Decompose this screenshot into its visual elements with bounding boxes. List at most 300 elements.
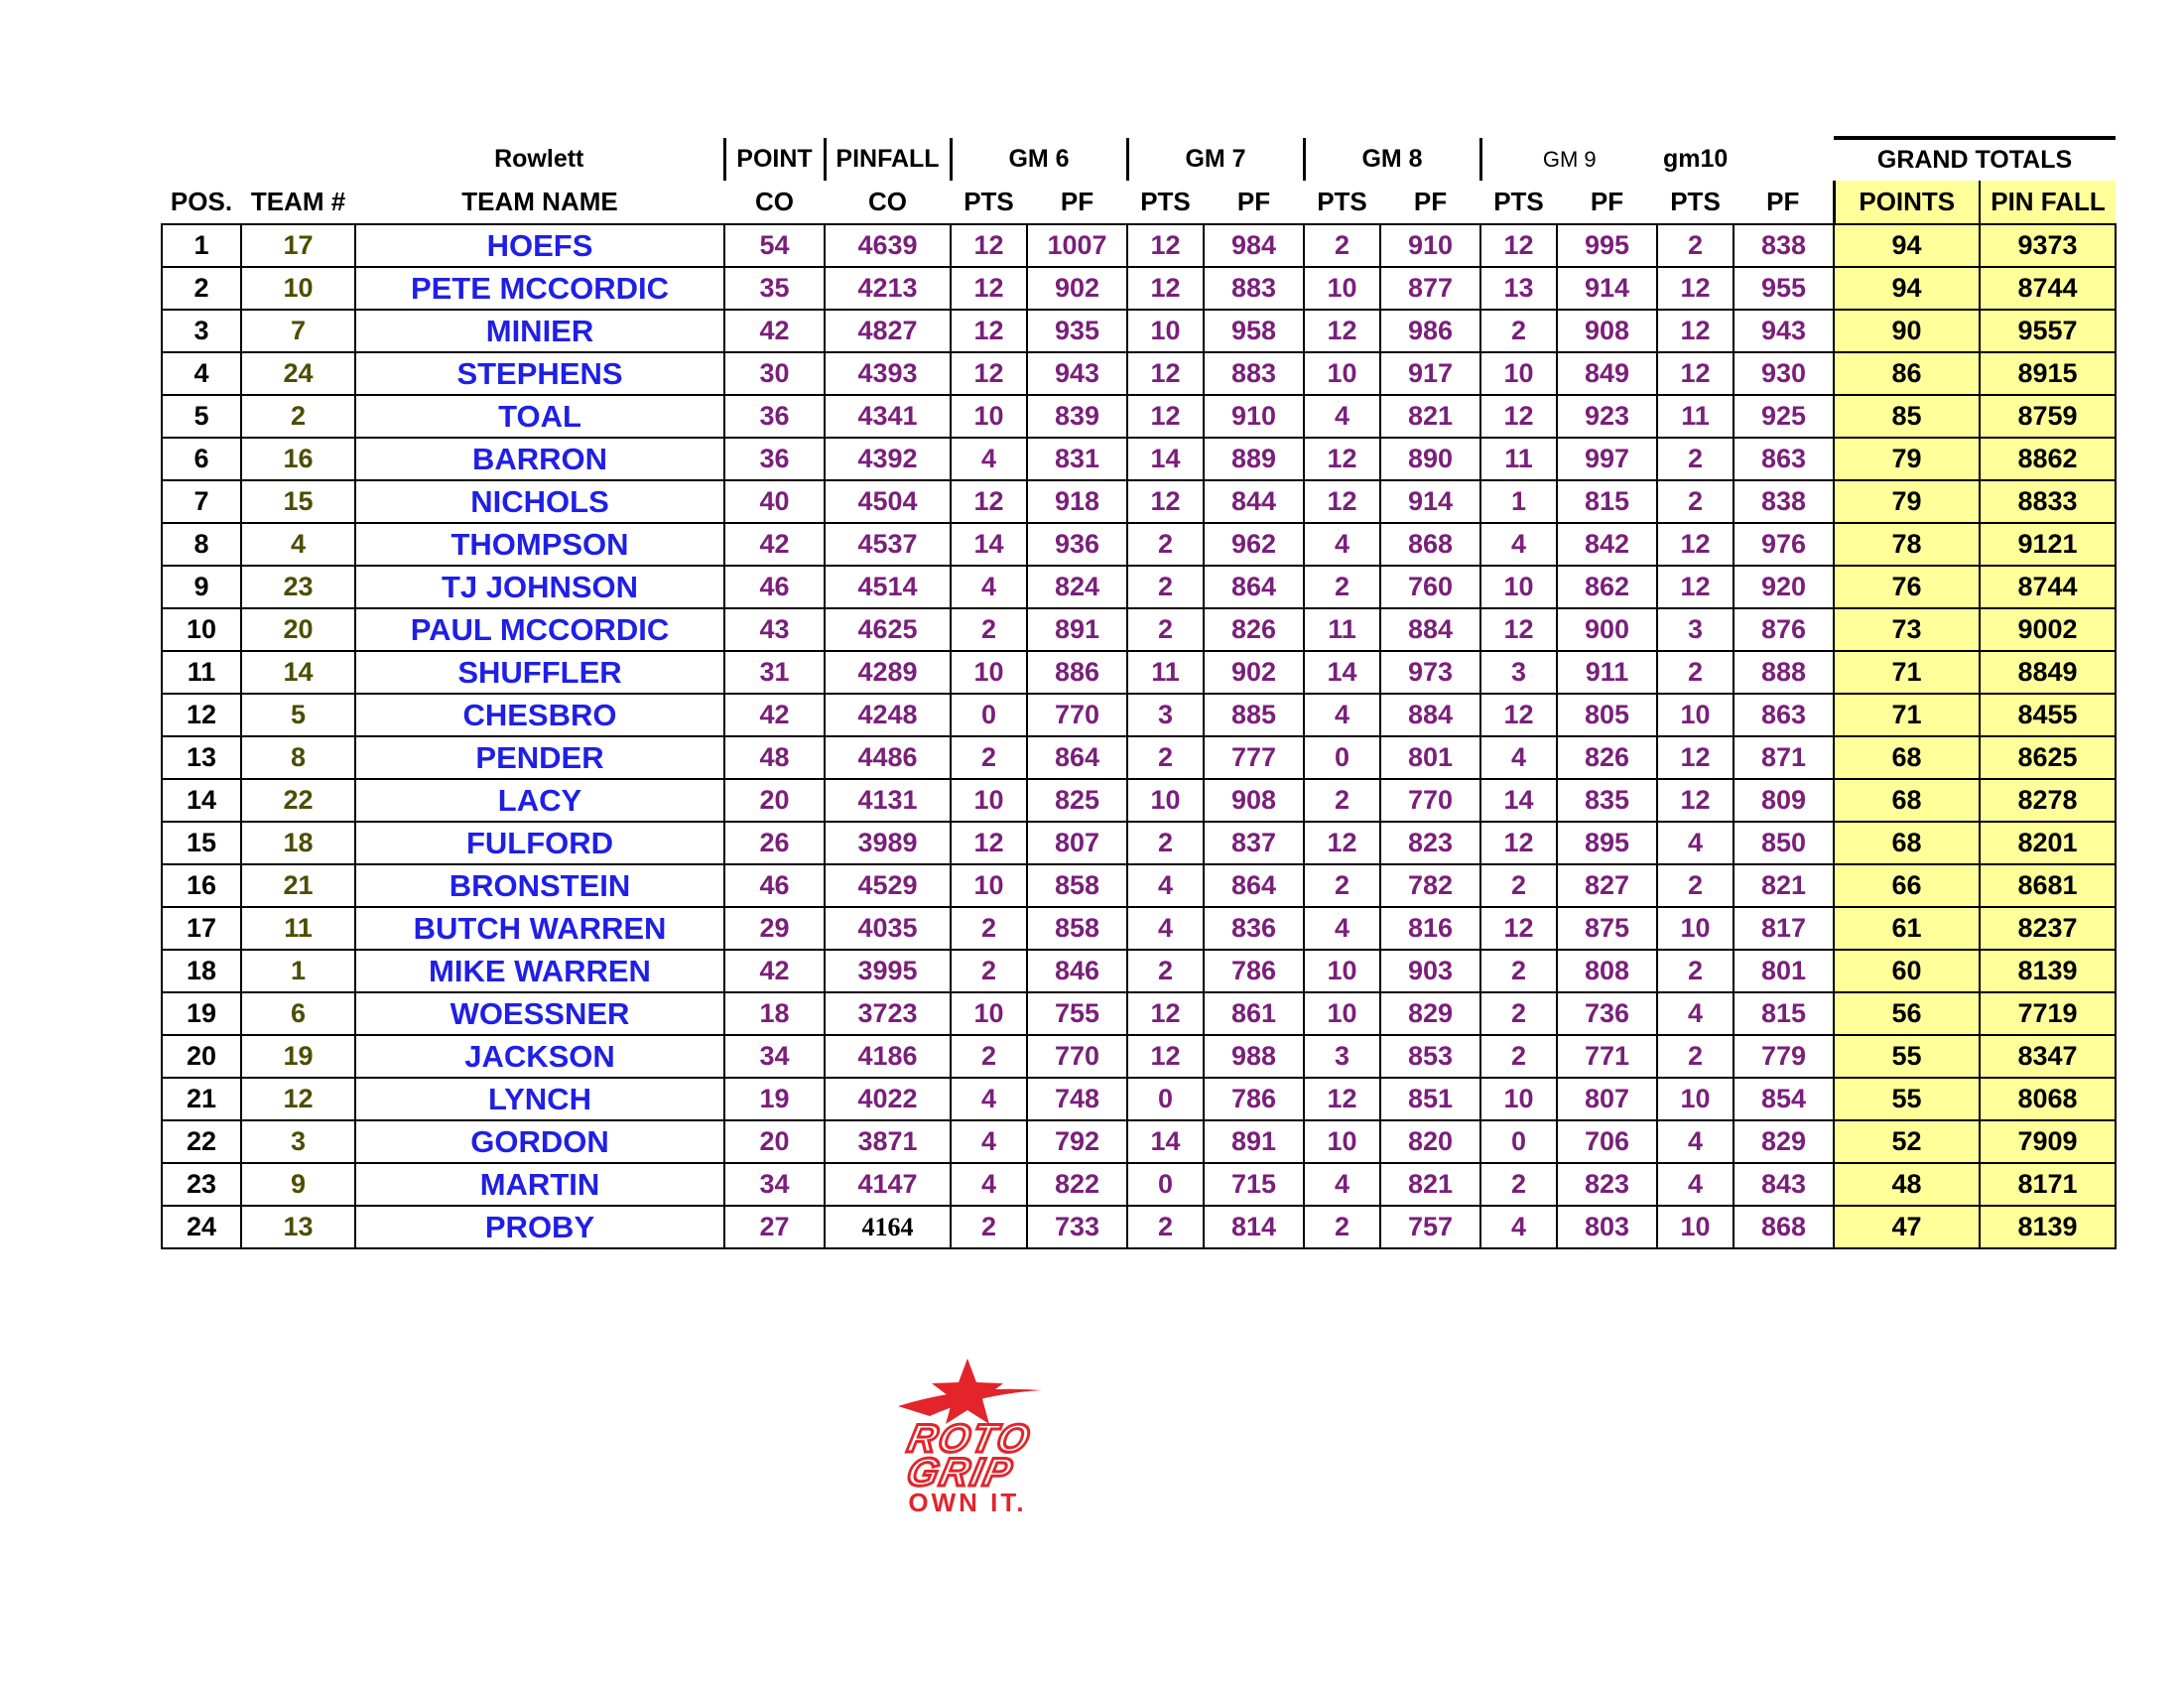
gm10-pts-cell: 4 (1657, 1120, 1734, 1163)
gm7-pts-cell: 2 (1127, 950, 1204, 992)
total-points-cell: 68 (1834, 822, 1980, 864)
gm6-pf-cell: 864 (1027, 736, 1127, 779)
total-pinfall-cell: 8455 (1980, 694, 2116, 736)
gm10-pts-cell: 10 (1657, 1206, 1734, 1248)
team-name-cell: PENDER (355, 736, 724, 779)
total-points-cell: 71 (1834, 651, 1980, 694)
gm9-pts-cell: 4 (1480, 523, 1557, 566)
gm6-pf-cell: 770 (1027, 1035, 1127, 1078)
total-points-cell: 52 (1834, 1120, 1980, 1163)
gm6-pf-cell: 858 (1027, 864, 1127, 907)
total-points-cell: 47 (1834, 1206, 1980, 1248)
pos-cell: 4 (162, 352, 241, 395)
pos-cell: 11 (162, 651, 241, 694)
gm8-pf-cell: 986 (1380, 310, 1480, 352)
total-points-cell: 85 (1834, 395, 1980, 438)
gm6-pf-cell: 825 (1027, 779, 1127, 822)
gm9-pts-cell: 12 (1480, 608, 1557, 651)
gm7-pts-cell: 12 (1127, 480, 1204, 523)
team-name-cell: FULFORD (355, 822, 724, 864)
gm10-pts-cell: 2 (1657, 864, 1734, 907)
team-name-cell: PROBY (355, 1206, 724, 1248)
team-number-cell: 17 (241, 224, 355, 267)
col-team-name-header: TEAM NAME (461, 187, 618, 216)
total-pinfall-cell: 8744 (1980, 267, 2116, 310)
gm6-pts-cell: 10 (951, 864, 1027, 907)
pos-cell: 2 (162, 267, 241, 310)
gm8-pf-cell: 903 (1380, 950, 1480, 992)
total-points-cell: 61 (1834, 907, 1980, 950)
gm7-pf-cell: 883 (1204, 267, 1304, 310)
gm6-pts-cell: 12 (951, 267, 1027, 310)
gm8-pts-cell: 2 (1304, 779, 1380, 822)
team-number-cell: 21 (241, 864, 355, 907)
gm6-pts-cell: 0 (951, 694, 1027, 736)
pos-cell: 7 (162, 480, 241, 523)
gm9-pf-cell: 895 (1557, 822, 1657, 864)
gm8-pf-cell: 853 (1380, 1035, 1480, 1078)
team-number-cell: 10 (241, 267, 355, 310)
pinfall-co-cell: 4393 (825, 352, 951, 395)
header-row-columns (162, 181, 2116, 224)
point-co-cell: 46 (724, 566, 825, 608)
gm7-pts-cell: 10 (1127, 310, 1204, 352)
gm10-pts-cell: 12 (1657, 736, 1734, 779)
gm6-pf-cell: 822 (1027, 1163, 1127, 1206)
gm10-pts-cell: 12 (1657, 779, 1734, 822)
total-pinfall-cell: 9121 (1980, 523, 2116, 566)
pinfall-co-cell: 4827 (825, 310, 951, 352)
gm7-pts-cell: 4 (1127, 864, 1204, 907)
point-co-cell: 54 (724, 224, 825, 267)
point-co-cell: 36 (724, 395, 825, 438)
point-co-cell: 48 (724, 736, 825, 779)
gm8-pf-cell: 770 (1380, 779, 1480, 822)
gm6-pf-cell: 755 (1027, 992, 1127, 1035)
table-row (162, 1163, 2116, 1206)
pinfall-co-cell: 4529 (825, 864, 951, 907)
pos-cell: 8 (162, 523, 241, 566)
gm7-pf-cell: 910 (1204, 395, 1304, 438)
gm7-pts-cell: 0 (1127, 1078, 1204, 1120)
gm6-pf-cell: 839 (1027, 395, 1127, 438)
total-points-cell: 78 (1834, 523, 1980, 566)
gm8-pf-cell: 890 (1380, 438, 1480, 480)
team-number-cell: 4 (241, 523, 355, 566)
total-pinfall-cell: 8347 (1980, 1035, 2116, 1078)
gm7-pf-cell: 908 (1204, 779, 1304, 822)
gm8-pts-cell: 12 (1304, 438, 1380, 480)
team-number-cell: 18 (241, 822, 355, 864)
gm7-pf-cell: 814 (1204, 1206, 1304, 1248)
gm8-pts-cell: 10 (1304, 267, 1380, 310)
gm10-pts-cell: 11 (1657, 395, 1734, 438)
table-row (162, 352, 2116, 395)
gm8-pts-cell: 11 (1304, 608, 1380, 651)
gm9-pts-cell: 1 (1480, 480, 1557, 523)
team-name-cell: CHESBRO (355, 694, 724, 736)
gm9-header: GM 9 (1480, 138, 1657, 181)
col-gm8-pf-header: PF (1413, 187, 1448, 216)
gm10-pf-cell: 854 (1734, 1078, 1834, 1120)
table-row (162, 608, 2116, 651)
point-co-cell: 31 (724, 651, 825, 694)
team-name-cell: PAUL MCCORDIC (355, 608, 724, 651)
pos-cell: 13 (162, 736, 241, 779)
point-co-cell: 18 (724, 992, 825, 1035)
gm10-pts-cell: 2 (1657, 651, 1734, 694)
gm10-pf-cell: 821 (1734, 864, 1834, 907)
gm6-pts-cell: 2 (951, 608, 1027, 651)
total-pinfall-cell: 8681 (1980, 864, 2116, 907)
col-total-pinfall-header: PIN FALL (1980, 181, 2116, 224)
logo-tagline: OWN IT. (908, 1488, 1027, 1513)
gm9-pts-cell: 14 (1480, 779, 1557, 822)
gm7-pts-cell: 10 (1127, 779, 1204, 822)
gm8-pf-cell: 816 (1380, 907, 1480, 950)
gm7-pf-cell: 861 (1204, 992, 1304, 1035)
gm8-pts-cell: 12 (1304, 480, 1380, 523)
gm9-pf-cell: 842 (1557, 523, 1657, 566)
pos-cell: 23 (162, 1163, 241, 1206)
gm6-pts-cell: 2 (951, 1035, 1027, 1078)
gm7-pf-cell: 777 (1204, 736, 1304, 779)
gm7-pf-cell: 715 (1204, 1163, 1304, 1206)
gm7-header: GM 7 (1127, 138, 1304, 181)
gm7-pf-cell: 844 (1204, 480, 1304, 523)
gm6-pts-cell: 10 (951, 395, 1027, 438)
gm8-pts-cell: 4 (1304, 907, 1380, 950)
col-gm10-pts-header: PTS (1670, 187, 1721, 216)
point-co-cell: 20 (724, 779, 825, 822)
gm10-pf-cell: 838 (1734, 224, 1834, 267)
gm8-pf-cell: 910 (1380, 224, 1480, 267)
gm10-pf-cell: 863 (1734, 694, 1834, 736)
gm6-pts-cell: 12 (951, 480, 1027, 523)
table-row (162, 992, 2116, 1035)
gm6-pf-cell: 846 (1027, 950, 1127, 992)
gm6-pts-cell: 10 (951, 779, 1027, 822)
total-points-cell: 68 (1834, 779, 1980, 822)
gm10-pf-cell: 976 (1734, 523, 1834, 566)
team-name-cell: SHUFFLER (355, 651, 724, 694)
gm10-pts-cell: 2 (1657, 950, 1734, 992)
table-row (162, 1078, 2116, 1120)
gm7-pts-cell: 12 (1127, 224, 1204, 267)
gm6-pts-cell: 12 (951, 352, 1027, 395)
table-row (162, 864, 2116, 907)
gm9-pts-cell: 12 (1480, 907, 1557, 950)
gm7-pf-cell: 891 (1204, 1120, 1304, 1163)
gm9-pts-cell: 12 (1480, 822, 1557, 864)
table-row (162, 694, 2116, 736)
table-row (162, 438, 2116, 480)
gm8-pf-cell: 823 (1380, 822, 1480, 864)
team-name-cell: MINIER (355, 310, 724, 352)
gm8-pts-cell: 12 (1304, 1078, 1380, 1120)
gm8-pf-cell: 821 (1380, 395, 1480, 438)
team-number-cell: 15 (241, 480, 355, 523)
col-gm7-pf-header: PF (1236, 187, 1271, 216)
team-number-cell: 5 (241, 694, 355, 736)
total-pinfall-cell: 8915 (1980, 352, 2116, 395)
team-name-cell: TOAL (355, 395, 724, 438)
gm8-pts-cell: 10 (1304, 992, 1380, 1035)
gm9-pts-cell: 3 (1480, 651, 1557, 694)
gm7-pts-cell: 4 (1127, 907, 1204, 950)
gm6-pts-cell: 10 (951, 651, 1027, 694)
gm7-pf-cell: 786 (1204, 950, 1304, 992)
table-row (162, 267, 2116, 310)
gm8-pts-cell: 14 (1304, 651, 1380, 694)
team-name-cell: JACKSON (355, 1035, 724, 1078)
gm9-pts-cell: 2 (1480, 992, 1557, 1035)
point-header: POINT (724, 138, 825, 181)
total-pinfall-cell: 9557 (1980, 310, 2116, 352)
gm9-pf-cell: 803 (1557, 1206, 1657, 1248)
point-co-cell: 34 (724, 1035, 825, 1078)
gm9-pf-cell: 923 (1557, 395, 1657, 438)
gm7-pts-cell: 0 (1127, 1163, 1204, 1206)
gm8-pf-cell: 820 (1380, 1120, 1480, 1163)
gm6-pf-cell: 831 (1027, 438, 1127, 480)
total-pinfall-cell: 8833 (1980, 480, 2116, 523)
logo-line1: ROTO (903, 1415, 1036, 1461)
team-number-cell: 8 (241, 736, 355, 779)
gm6-pf-cell: 748 (1027, 1078, 1127, 1120)
pos-cell: 3 (162, 310, 241, 352)
gm8-pts-cell: 4 (1304, 694, 1380, 736)
gm10-pts-cell: 10 (1657, 1078, 1734, 1120)
table-row (162, 310, 2116, 352)
pos-cell: 20 (162, 1035, 241, 1078)
point-co-cell: 20 (724, 1120, 825, 1163)
pinfall-co-cell: 4514 (825, 566, 951, 608)
gm6-pts-cell: 10 (951, 992, 1027, 1035)
team-number-cell: 11 (241, 907, 355, 950)
table-row (162, 651, 2116, 694)
gm8-pf-cell: 973 (1380, 651, 1480, 694)
pinfall-co-cell: 4289 (825, 651, 951, 694)
total-pinfall-cell: 8862 (1980, 438, 2116, 480)
gm7-pf-cell: 864 (1204, 566, 1304, 608)
gm10-pf-cell: 930 (1734, 352, 1834, 395)
gm9-pts-cell: 0 (1480, 1120, 1557, 1163)
gm8-pts-cell: 3 (1304, 1035, 1380, 1078)
pinfall-co-cell: 4213 (825, 267, 951, 310)
gm8-pf-cell: 851 (1380, 1078, 1480, 1120)
gm8-pf-cell: 801 (1380, 736, 1480, 779)
gm6-pf-cell: 918 (1027, 480, 1127, 523)
table-row (162, 566, 2116, 608)
total-points-cell: 71 (1834, 694, 1980, 736)
gm6-pf-cell: 807 (1027, 822, 1127, 864)
total-pinfall-cell: 8849 (1980, 651, 2116, 694)
total-pinfall-cell: 8139 (1980, 1206, 2116, 1248)
gm6-pts-cell: 12 (951, 310, 1027, 352)
gm6-pts-cell: 4 (951, 1078, 1027, 1120)
gm6-pts-cell: 2 (951, 736, 1027, 779)
table-row (162, 950, 2116, 992)
gm8-pf-cell: 877 (1380, 267, 1480, 310)
gm9-pf-cell: 805 (1557, 694, 1657, 736)
gm9-pf-cell: 875 (1557, 907, 1657, 950)
gm7-pts-cell: 12 (1127, 992, 1204, 1035)
col-gm6-pf-header: PF (1060, 187, 1094, 216)
pos-cell: 12 (162, 694, 241, 736)
team-name-cell: BARRON (355, 438, 724, 480)
pos-cell: 9 (162, 566, 241, 608)
point-co-cell: 43 (724, 608, 825, 651)
team-number-cell: 14 (241, 651, 355, 694)
gm8-pts-cell: 12 (1304, 310, 1380, 352)
pos-cell: 5 (162, 395, 241, 438)
point-co-cell: 34 (724, 1163, 825, 1206)
pinfall-co-cell: 4486 (825, 736, 951, 779)
gm10-pf-cell: 920 (1734, 566, 1834, 608)
pinfall-co-cell: 4186 (825, 1035, 951, 1078)
gm10-pts-cell: 12 (1657, 267, 1734, 310)
table-row (162, 523, 2116, 566)
pinfall-co-cell: 4341 (825, 395, 951, 438)
gm7-pts-cell: 2 (1127, 822, 1204, 864)
gm7-pts-cell: 2 (1127, 566, 1204, 608)
gm9-pts-cell: 2 (1480, 864, 1557, 907)
team-name-cell: GORDON (355, 1120, 724, 1163)
pos-cell: 15 (162, 822, 241, 864)
point-co-cell: 29 (724, 907, 825, 950)
gm10-pts-cell: 12 (1657, 523, 1734, 566)
total-points-cell: 48 (1834, 1163, 1980, 1206)
point-co-cell: 36 (724, 438, 825, 480)
gm10-pf-cell: 779 (1734, 1035, 1834, 1078)
team-number-cell: 9 (241, 1163, 355, 1206)
gm10-pts-cell: 2 (1657, 480, 1734, 523)
gm6-pf-cell: 891 (1027, 608, 1127, 651)
total-points-cell: 66 (1834, 864, 1980, 907)
gm8-pf-cell: 917 (1380, 352, 1480, 395)
team-number-cell: 19 (241, 1035, 355, 1078)
col-gm8-pts-header: PTS (1317, 187, 1367, 216)
gm9-pf-cell: 862 (1557, 566, 1657, 608)
team-name-cell: MIKE WARREN (355, 950, 724, 992)
gm7-pf-cell: 962 (1204, 523, 1304, 566)
pinfall-co-cell: 4035 (825, 907, 951, 950)
team-number-cell: 20 (241, 608, 355, 651)
gm7-pts-cell: 3 (1127, 694, 1204, 736)
gm8-pts-cell: 2 (1304, 864, 1380, 907)
gm9-pts-cell: 4 (1480, 1206, 1557, 1248)
gm8-pts-cell: 4 (1304, 523, 1380, 566)
gm6-pts-cell: 2 (951, 950, 1027, 992)
gm8-pf-cell: 821 (1380, 1163, 1480, 1206)
gm9-pf-cell: 823 (1557, 1163, 1657, 1206)
team-number-cell: 12 (241, 1078, 355, 1120)
pos-cell: 14 (162, 779, 241, 822)
total-points-cell: 90 (1834, 310, 1980, 352)
team-name-cell: TJ JOHNSON (355, 566, 724, 608)
pos-cell: 1 (162, 224, 241, 267)
gm8-pts-cell: 2 (1304, 566, 1380, 608)
table-row (162, 480, 2116, 523)
pos-cell: 17 (162, 907, 241, 950)
pinfall-co-cell: 4147 (825, 1163, 951, 1206)
gm10-pts-cell: 4 (1657, 822, 1734, 864)
gm9-pts-cell: 10 (1480, 352, 1557, 395)
team-number-cell: 13 (241, 1206, 355, 1248)
total-pinfall-cell: 8278 (1980, 779, 2116, 822)
team-number-cell: 23 (241, 566, 355, 608)
pos-cell: 10 (162, 608, 241, 651)
gm6-pts-cell: 12 (951, 224, 1027, 267)
gm9-pf-cell: 914 (1557, 267, 1657, 310)
team-number-cell: 24 (241, 352, 355, 395)
gm9-pf-cell: 736 (1557, 992, 1657, 1035)
gm8-pf-cell: 884 (1380, 608, 1480, 651)
gm10-pts-cell: 12 (1657, 352, 1734, 395)
pos-cell: 22 (162, 1120, 241, 1163)
table-row (162, 736, 2116, 779)
gm7-pts-cell: 2 (1127, 608, 1204, 651)
gm9-pts-cell: 2 (1480, 950, 1557, 992)
point-co-cell: 35 (724, 267, 825, 310)
gm9-pts-cell: 4 (1480, 736, 1557, 779)
gm7-pts-cell: 12 (1127, 267, 1204, 310)
gm6-pf-cell: 936 (1027, 523, 1127, 566)
gm6-pts-cell: 14 (951, 523, 1027, 566)
point-co-cell: 27 (724, 1206, 825, 1248)
pos-cell: 19 (162, 992, 241, 1035)
total-pinfall-cell: 7909 (1980, 1120, 2116, 1163)
gm10-pf-cell: 838 (1734, 480, 1834, 523)
pinfall-co-cell: 4625 (825, 608, 951, 651)
gm10-pf-cell: 943 (1734, 310, 1834, 352)
gm9-pts-cell: 12 (1480, 395, 1557, 438)
pinfall-co-cell: 3871 (825, 1120, 951, 1163)
gm8-pf-cell: 760 (1380, 566, 1480, 608)
gm6-header: GM 6 (951, 138, 1127, 181)
gm9-pf-cell: 807 (1557, 1078, 1657, 1120)
total-pinfall-cell: 8744 (1980, 566, 2116, 608)
gm6-pf-cell: 886 (1027, 651, 1127, 694)
gm10-header: gm10 (1663, 145, 1729, 173)
pos-cell: 6 (162, 438, 241, 480)
col-gm9-pts-header: PTS (1493, 187, 1544, 216)
total-pinfall-cell: 7719 (1980, 992, 2116, 1035)
gm7-pf-cell: 826 (1204, 608, 1304, 651)
gm10-pts-cell: 4 (1657, 992, 1734, 1035)
gm9-pts-cell: 13 (1480, 267, 1557, 310)
table-row (162, 1120, 2116, 1163)
gm6-pts-cell: 2 (951, 1206, 1027, 1248)
col-pinfall-co-header: CO (868, 187, 907, 216)
gm9-pf-cell: 908 (1557, 310, 1657, 352)
gm7-pts-cell: 2 (1127, 523, 1204, 566)
total-pinfall-cell: 9373 (1980, 224, 2116, 267)
gm10-pf-cell: 829 (1734, 1120, 1834, 1163)
gm10-pf-cell: 868 (1734, 1206, 1834, 1248)
total-points-cell: 60 (1834, 950, 1980, 992)
gm7-pts-cell: 12 (1127, 352, 1204, 395)
point-co-cell: 40 (724, 480, 825, 523)
gm8-pts-cell: 4 (1304, 1163, 1380, 1206)
gm10-pf-cell: 955 (1734, 267, 1834, 310)
total-pinfall-cell: 8201 (1980, 822, 2116, 864)
team-number-cell: 6 (241, 992, 355, 1035)
gm8-pts-cell: 12 (1304, 822, 1380, 864)
gm6-pts-cell: 4 (951, 566, 1027, 608)
gm8-pf-cell: 757 (1380, 1206, 1480, 1248)
